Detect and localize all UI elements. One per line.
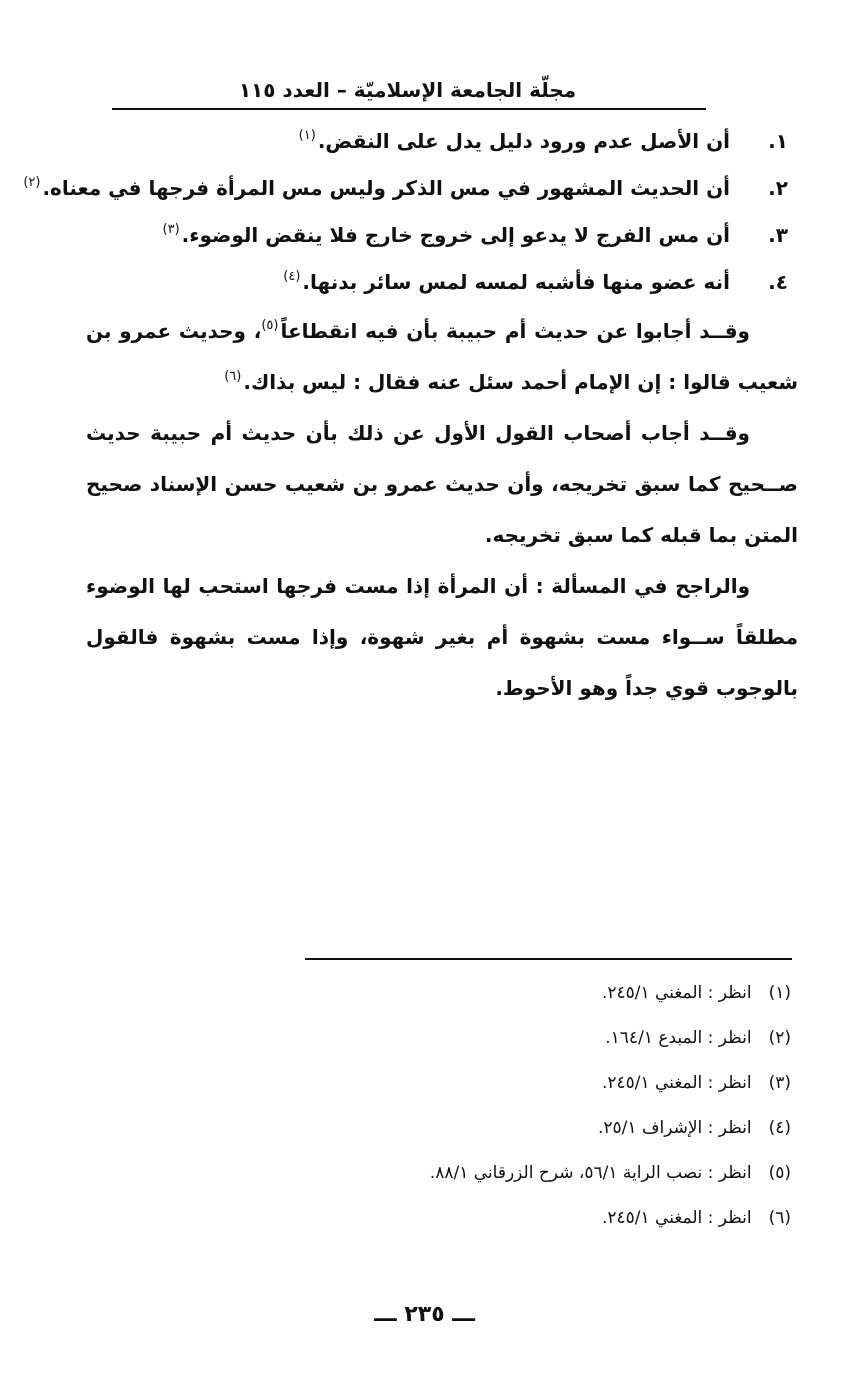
footnote-reference: (٢) <box>23 175 41 190</box>
footnote-reference: (٤) <box>283 269 301 284</box>
footnote-text: انظر : المبدع ١٦٤/١. <box>605 1028 752 1048</box>
footnote-text: انظر : نصب الراية ٥٦/١، شرح الزرقاني ٨٨/١. <box>429 1163 752 1183</box>
list-number: ٢. <box>768 176 788 200</box>
footnote-number: (١) <box>768 983 791 1003</box>
list-number: ١. <box>768 129 788 153</box>
list-text-content: أن الأصل عدم ورود دليل يدل على النقض. <box>317 129 730 153</box>
list-item <box>23 165 798 212</box>
list-text <box>163 212 731 259</box>
running-header: مجلّة الجامعة الإسلاميّة – العدد ١١٥ <box>238 78 577 102</box>
header-rule <box>112 108 706 110</box>
footnote-text: انظر : الإشراف ٢٥/١. <box>597 1118 752 1138</box>
footnote <box>91 1196 791 1241</box>
paragraph-text: وقــد أجابوا عن حديث أم حبيبة بأن فيه انقطاعاً <box>280 319 750 343</box>
footnote <box>91 1061 791 1106</box>
footnote-text: انظر : المغني ٢٤٥/١. <box>601 1073 752 1093</box>
footnote-text: انظر : المغني ٢٤٥/١. <box>601 1208 752 1228</box>
list-item <box>86 212 798 259</box>
footnotes <box>91 971 791 1241</box>
list-text-content: أن الحديث المشهور في مس الذكر وليس مس المرأة فرجها في معناه. <box>42 176 730 200</box>
list-number: ٣. <box>768 223 788 247</box>
paragraph-answers <box>86 306 798 408</box>
footnote <box>91 1016 791 1061</box>
footnote-number: (٢) <box>768 1028 791 1048</box>
page-number: ـــ ٢٣٥ ـــ <box>374 1302 475 1327</box>
list-item <box>86 259 798 306</box>
list-text-content: أنه عضو منها فأشبه لمسه لمس سائر بدنها. <box>302 270 730 294</box>
list-text <box>283 259 730 306</box>
footnote-reference: (٥) <box>261 318 279 333</box>
body-text <box>23 118 798 714</box>
list-number: ٤. <box>768 270 788 294</box>
footnote <box>91 1151 791 1196</box>
paragraph-text: ، وحديث عمرو بن شعيب قالوا : إن الإمام أحمد سئل عنه فقال : ليس بذاك. <box>86 319 798 394</box>
list-text-content: أن مس الفرج لا يدعو إلى خروج خارج فلا ينقض الوضوء. <box>181 223 730 247</box>
list-item <box>86 118 798 165</box>
footnote-number: (٦) <box>768 1208 791 1228</box>
footnote <box>91 971 791 1016</box>
footnote <box>91 1106 791 1151</box>
footnote-reference: (٦) <box>224 369 242 384</box>
footnote-reference: (٣) <box>162 222 180 237</box>
footnote-rule <box>305 958 792 960</box>
paragraph-rebuttal: وقــد أجاب أصحاب القول الأول عن ذلك بأن حديث أم حبيبة حديث صــحيح كما سبق تخريجه، وأن حديث عمرو بن شعيب حسن الإسناد صحيح المتن بما قبله كما سبق تخريجه. <box>86 421 798 547</box>
footnote-number: (٤) <box>768 1118 791 1138</box>
list-text <box>23 165 730 212</box>
footnote-number: (٥) <box>768 1163 791 1183</box>
footnote-number: (٣) <box>768 1073 791 1093</box>
footnote-reference: (١) <box>298 128 316 143</box>
paragraph-preferred-view: والراجح في المسألة : أن المرأة إذا مست فرجها استحب لها الوضوء مطلقاً ســواء مست بشهوة أم بغير شهوة، وإذا مست بشهوة فالقول بالوجوب قوي جداً وهو الأحوط. <box>86 574 798 700</box>
list-text <box>299 118 730 165</box>
footnote-text: انظر : المغني ٢٤٥/١. <box>601 983 752 1003</box>
